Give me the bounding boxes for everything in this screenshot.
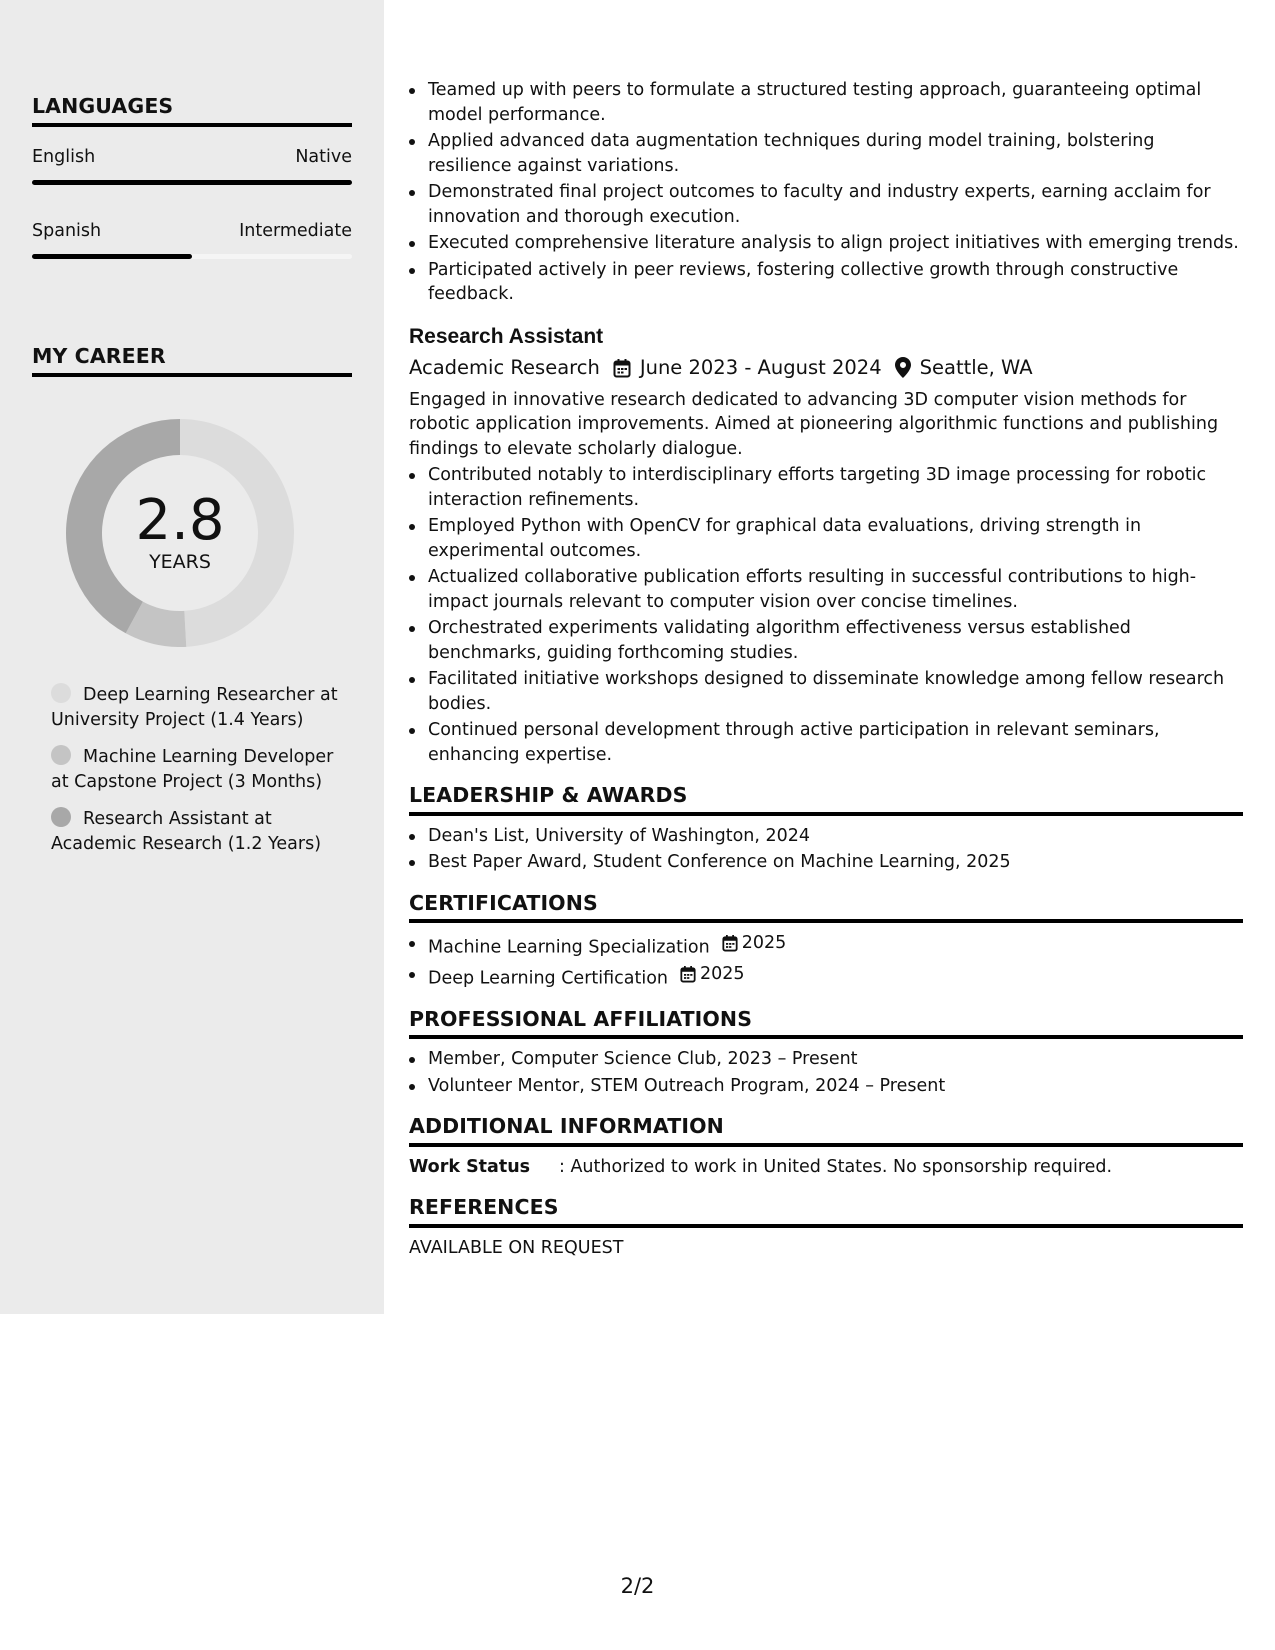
list-item: Orchestrated experiments validating algorithm effectiveness versus established benchmarks, guiding forthcoming studies. — [409, 616, 1243, 665]
references-text: AVAILABLE ON REQUEST — [409, 1237, 624, 1258]
page-number: 2/2 — [620, 1574, 655, 1598]
list-item: Teamed up with peers to formulate a structured testing approach, guaranteeing optimal model performance. — [409, 78, 1243, 127]
job-organization: Academic Research — [409, 355, 600, 379]
work-status-label: Work Status — [409, 1156, 531, 1177]
legend-dot — [51, 807, 71, 827]
job-location: Seattle, WA — [919, 355, 1033, 379]
certification-name: Deep Learning Certification — [428, 968, 669, 988]
legend-dot — [51, 745, 71, 765]
language-item — [32, 147, 352, 185]
legend-label: Research Assistant at Academic Research (1.2 Years) — [51, 809, 322, 854]
legend-label: Deep Learning Researcher at University Project (1.4 Years) — [51, 685, 338, 730]
list-item: Dean's List, University of Washington, 2024 — [409, 824, 1243, 849]
legend-label: Machine Learning Developer at Capstone Project (3 Months) — [51, 747, 334, 792]
list-item: Demonstrated final project outcomes to faculty and industry experts, earning acclaim for innovation and thorough execution. — [409, 180, 1243, 229]
language-name: English — [32, 147, 96, 167]
calendar-icon — [722, 934, 738, 952]
main-content — [409, 78, 1243, 1260]
list-item: Facilitated initiative workshops designed to disseminate knowledge among fellow research bodies. — [409, 667, 1243, 716]
calendar-icon — [680, 965, 696, 983]
leadership-heading: LEADERSHIP & AWARDS — [409, 783, 1243, 816]
language-bar — [32, 180, 352, 185]
legend-item — [51, 745, 347, 794]
list-item: Employed Python with OpenCV for graphical data evaluations, driving strength in experimental outcomes. — [409, 514, 1243, 563]
language-level: Intermediate — [239, 221, 352, 241]
career-total-years: 2.8 — [135, 488, 225, 553]
certifications-heading: CERTIFICATIONS — [409, 891, 1243, 924]
work-status-row — [409, 1155, 1243, 1180]
language-name: Spanish — [32, 221, 102, 241]
job-meta — [409, 355, 1243, 381]
job-dates: June 2023 - August 2024 — [639, 355, 882, 379]
career-donut-chart — [66, 419, 294, 647]
legend-item — [51, 683, 347, 732]
language-level: Native — [295, 147, 352, 167]
career-legend — [51, 683, 347, 856]
career-heading: MY CAREER — [32, 344, 352, 377]
certification-name: Machine Learning Specialization — [428, 937, 710, 958]
legend-dot — [51, 683, 71, 703]
sidebar — [0, 0, 384, 1314]
location-pin-icon — [895, 357, 911, 378]
leadership-list — [409, 824, 1243, 875]
list-item: Applied advanced data augmentation techniques during model training, bolstering resilience against variations. — [409, 129, 1243, 178]
work-status-value: : Authorized to work in United States. No sponsorship required. — [559, 1156, 1113, 1177]
references-heading: REFERENCES — [409, 1195, 1243, 1228]
legend-item — [51, 807, 347, 856]
list-item: Volunteer Mentor, STEM Outreach Program, 2024 – Present — [409, 1074, 1243, 1099]
list-item: Executed comprehensive literature analysis to align project initiatives with emerging trends. — [409, 231, 1243, 256]
language-bar — [32, 254, 352, 259]
list-item: Continued personal development through active participation in relevant seminars, enhancing expertise. — [409, 718, 1243, 767]
language-item — [32, 221, 352, 259]
job-description: Engaged in innovative research dedicated to advancing 3D computer vision methods for robotic application improvements. Aimed at pioneering algorithmic functions and publishing findings to elevate scholarly dialogue. — [409, 389, 1219, 459]
career-years-unit: YEARS — [149, 551, 211, 573]
list-item — [409, 962, 1243, 991]
certification-year: 2025 — [741, 933, 787, 953]
certifications-list — [409, 931, 1243, 991]
affiliations-heading: PROFESSIONAL AFFILIATIONS — [409, 1007, 1243, 1040]
affiliations-list — [409, 1047, 1243, 1098]
job-title: Research Assistant — [409, 324, 604, 348]
additional-info-heading: ADDITIONAL INFORMATION — [409, 1114, 1243, 1147]
job-bullets — [409, 463, 1243, 767]
list-item: Participated actively in peer reviews, fostering collective growth through constructive feedback. — [409, 258, 1243, 307]
previous-job-bullets — [409, 78, 1243, 307]
calendar-icon — [613, 358, 631, 378]
list-item: Best Paper Award, Student Conference on Machine Learning, 2025 — [409, 850, 1243, 875]
certification-year: 2025 — [700, 963, 745, 984]
list-item: Actualized collaborative publication efforts resulting in successful contributions to high-impact journals relevant to computer vision over concise timelines. — [409, 565, 1243, 614]
list-item: Member, Computer Science Club, 2023 – Present — [409, 1047, 1243, 1072]
languages-heading: LANGUAGES — [32, 94, 352, 127]
language-bar-fill — [32, 254, 192, 259]
list-item — [409, 931, 1243, 960]
list-item: Contributed notably to interdisciplinary efforts targeting 3D image processing for robotic interaction refinements. — [409, 463, 1243, 512]
language-bar-fill — [32, 180, 352, 185]
